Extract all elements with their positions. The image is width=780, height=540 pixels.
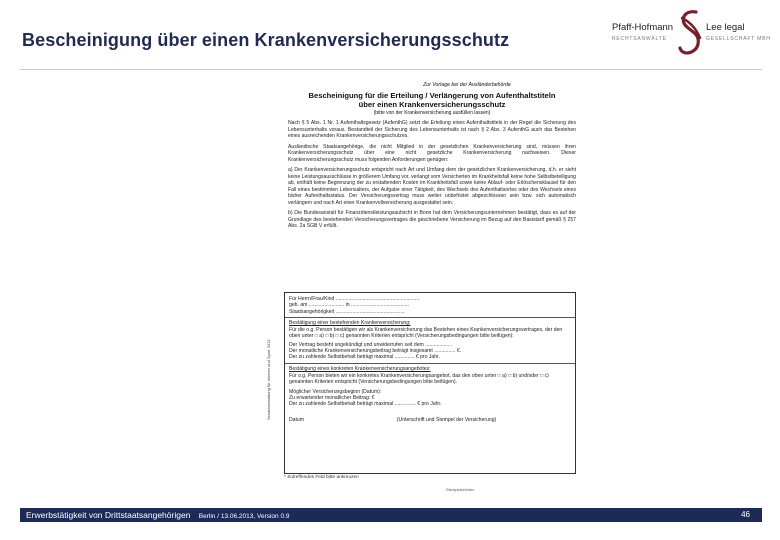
doc-paragraph: b) Die Bundesanstalt für Finanzdienstleistungsaufsicht in Bonn hat dem Versicherungsunternehmen bestätigt, dass es auf der Grundlage des bestehenden Versicherungsvertrages die geschriebene Versicherung im Bezug auf den Basistarif gemäß § 257 Abs. 2a SGB V erfüllt. (288, 210, 576, 229)
company-logo (612, 8, 772, 60)
form-monthly-line: Der monatliche Krankenversicherungsbeitrag beträgt insgesamt ............... €. (289, 348, 462, 355)
title-divider (20, 69, 762, 70)
doc-paragraph: Nach § 5 Abs. 1 Nr. 1 Aufenthaltsgesetz (AufenthG) setzt die Erteilung eines Aufenthaltstitels in der Regel die Sicherung des Lebensunterhalts voraus. Bestandteil der Sicherung des Lebensunterhalts ist nach § 2 Abs. 3 AufenthG auch das Bestehen eines ausreichenden Krankenversicherungsschutzes. (288, 120, 576, 139)
doc-side-note: Senatsverwaltung für Inneres und Sport 2013 (266, 339, 271, 420)
logo-sub-right: GESELLSCHAFT MBH (706, 36, 771, 42)
form-contract-line: Der Vertrag besteht ungekündigt und unwiderrufen seit dem ................... (289, 341, 453, 348)
form-deductible-line: Der zu zahlende Selbstbehalt beträgt maximal .............. € pro Jahr. (289, 354, 440, 361)
doc-form-box (284, 292, 576, 474)
doc-stamp-label: Stempelzeichen (446, 487, 475, 492)
form-section2-title: Bestätigung eines konkreten Krankenversicherungsangebotes: (289, 365, 431, 372)
doc-header-note: Zur Vorlage bei der Ausländerbehörde (423, 82, 511, 88)
logo-mark-icon (674, 8, 708, 60)
form-nationality-line: Staatsangehörigkeit ................................................. (289, 308, 405, 315)
form-section2-text: Für o.g. Person bieten wir ein konkretes Krankenversicherungsangebot, das den oben unter □ a) □ b) und/oder □ c) genannten Kriterien entspricht (Versicherungsbedingungen bitte beifügen). (289, 372, 549, 386)
form-section1-text: Für die o.g. Person bestätigen wir als Krankenversicherung das Bestehen eines Krankenversicherungsvertrages, der den oben unter □ a) □ b) □ c) genannten Kriterien entspricht (Versicherungsbedingungen bitte beifügen): (289, 327, 563, 340)
form-start-line: Möglicher Versicherungsbeginn (Datum): (289, 388, 382, 395)
logo-name-right: Lee legal (706, 22, 745, 33)
footer-date-version: Berlin / 13.06.2013, Version 0.9 (198, 513, 290, 520)
certificate-document (284, 82, 580, 500)
footer-left-text: Erwerbstätigkeit von Drittstaatsangehörigen (26, 510, 191, 520)
page-number: 46 (741, 510, 750, 519)
form-divider (285, 317, 575, 318)
form-section1-title: Bestätigung einer bestehenden Krankenversicherung: (289, 319, 411, 326)
doc-title-line2: über einen Krankenversicherungsschutz (358, 100, 506, 109)
logo-sub-left: RECHTSANWÄLTE (612, 36, 667, 42)
form-deductible2-line: Der zu zahlende Selbstbehalt beträgt maximal ............... € pro Jahr. (289, 401, 442, 408)
doc-paragraph: a) Der Krankenversicherungsschutz entspricht nach Art und Umfang dem der gesetzlichen Krankenversicherung, d.h. er sieht keine Leistungsausschlüsse in größerem Umfang vor, verlangt vom Versicherten im Krankheitsfall keine hohe Selbstbeteiligung ab, enthält keine Begrenzung der zu erstattenden Kosten im Krankheitsfall sowie keine Ablauf- oder Erlöschensklausel für den Fall eines bestimmten Lebensalters, der Aufgabe einer Tätigkeit, des Wechsels des Aufenthaltsortes oder des Wechsels eines bisher Aufenthaltsstatus. Der Versicherungsvertrag muss weiter unbefristet abgeschlossen sein bzw. sich automatisch verlängern und nach Art einer Krankenvollversicherung ausgestaltet sein. (288, 167, 576, 206)
doc-title-line1: Bescheinigung für die Erteilung / Verlängerung von Aufenthaltstiteln (308, 91, 556, 100)
form-signature-label: (Unterschrift und Stempel der Versicherung) (396, 417, 497, 424)
form-date-label: Datum (289, 417, 305, 424)
form-divider (285, 363, 575, 364)
form-premium-line: Zu erwartender monatlicher Beitrag: € (289, 394, 375, 401)
doc-footnote: * Zutreffendes Feld bitte ankreuzen (284, 475, 359, 480)
footer-text (26, 510, 290, 520)
slide-title: Bescheinigung über einen Krankenversicherungsschutz (22, 30, 510, 50)
doc-subtitle: (bitte von der Krankenversicherung ausfüllen lassen) (373, 110, 491, 116)
footer-bar (20, 508, 762, 522)
form-name-line: Für Herrn/Frau/Kind ........................................................... (289, 296, 420, 302)
form-born-line: geb. am ......................... in ......................................... (289, 302, 410, 309)
logo-name-left: Pfaff-Hofmann (612, 22, 674, 33)
doc-paragraph: Ausländische Staatsangehörige, die nicht Mitglied in der gesetzlichen Krankenversicherung sind, müssen ihren Krankenversicherungsschutz über eine nicht gesetzliche Krankenversicherung nachweisen. Dieser Krankenversicherungsschutz muss folgenden Anforderungen genügen: (288, 143, 576, 163)
